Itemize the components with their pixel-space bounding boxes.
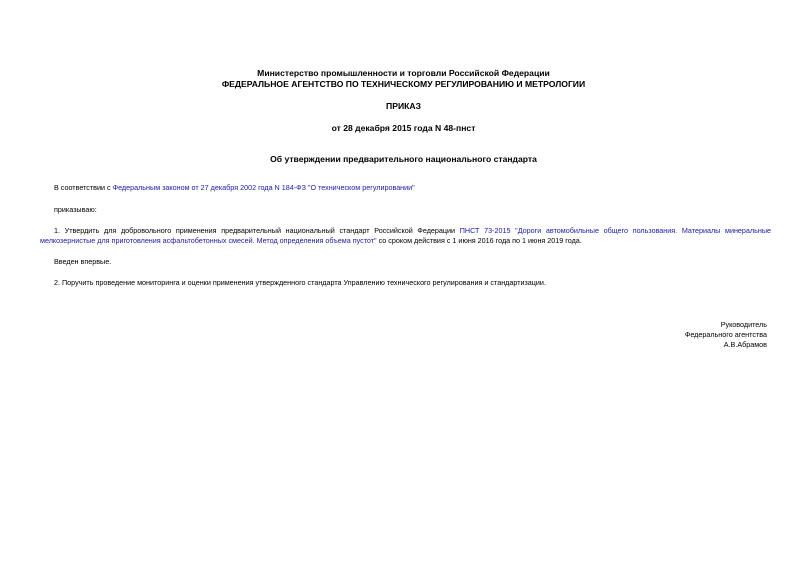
- ministry-name: Министерство промышленности и торговли Российской Федерации: [257, 68, 550, 78]
- item-1-paragraph: [40, 226, 771, 246]
- item-1-line-2: [40, 236, 771, 246]
- item-1-prefix: 1. Утвердить для добровольного применения предварительный национальный стандарт Российской Федерации: [54, 226, 460, 235]
- item-2-paragraph: 2. Поручить проведение мониторинга и оценки применения утвержденного стандарта Управлению технического регулирования и стандартизации.: [54, 278, 546, 287]
- order-word: приказываю:: [54, 205, 97, 214]
- signatory-agency: Федерального агентства: [684, 330, 767, 339]
- standard-link-line-1[interactable]: ПНСТ 73-2015 "Дороги автомобильные общего пользования. Материалы минеральные: [459, 226, 771, 235]
- introduced-note: Введен впервые.: [54, 257, 112, 266]
- basis-prefix: В соответствии с: [54, 183, 113, 192]
- standard-link-line-2[interactable]: мелкозернистые для приготовления асфальтобетонных смесей. Метод определения объема пустот": [40, 236, 377, 245]
- signatory-name: А.В.Абрамов: [723, 340, 767, 349]
- basis-paragraph: [40, 183, 415, 193]
- item-1-suffix: со сроком действия с 1 июня 2016 года по 1 июня 2019 года.: [376, 236, 582, 245]
- signatory-role: Руководитель: [720, 320, 767, 329]
- document-subject: Об утверждении предварительного национального стандарта: [270, 154, 537, 164]
- item-1-line-1: [40, 226, 771, 236]
- federal-law-link[interactable]: Федеральным законом от 27 декабря 2002 года N 184-ФЗ "О техническом регулировании": [112, 183, 415, 192]
- document-date-number: от 28 декабря 2015 года N 48-пнст: [331, 123, 476, 133]
- agency-name: ФЕДЕРАЛЬНОЕ АГЕНТСТВО ПО ТЕХНИЧЕСКОМУ РЕГУЛИРОВАНИЮ И МЕТРОЛОГИИ: [221, 79, 586, 89]
- document-type: ПРИКАЗ: [386, 101, 421, 111]
